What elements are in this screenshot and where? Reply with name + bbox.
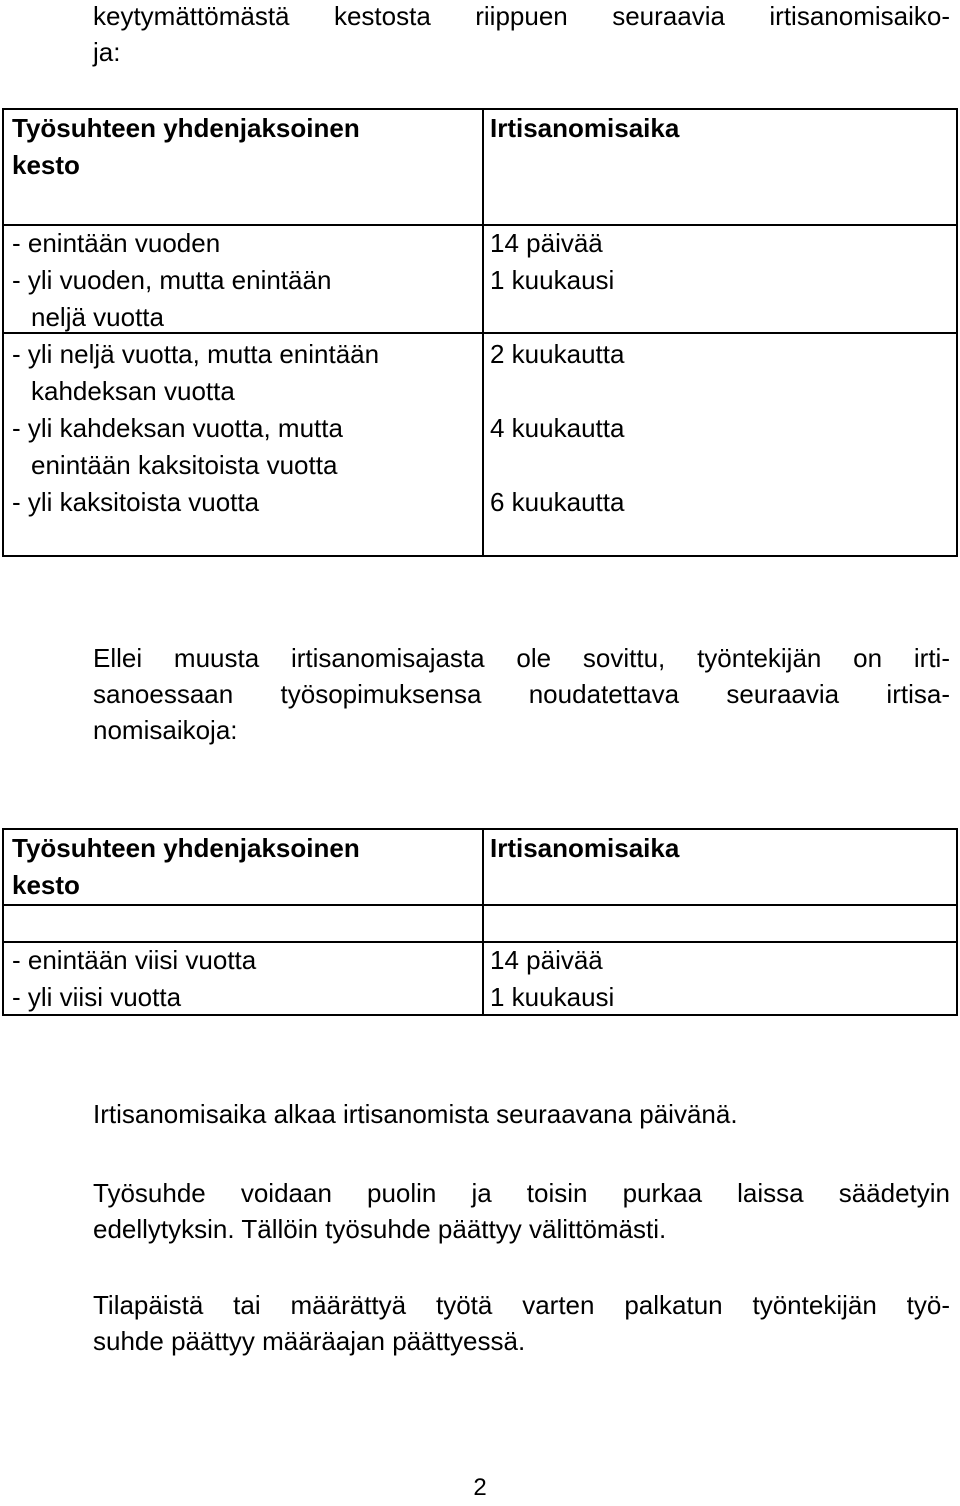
- notice-start-paragraph: [93, 1096, 950, 1132]
- termination-line-1: Työsuhde voidaan puolin ja toisin purkaa laissa säädetyin: [93, 1178, 950, 1208]
- temporary-line-1: Tilapäistä tai määrättyä työtä varten palkatun työntekijän työ-: [93, 1290, 950, 1320]
- table2-row-2-duration: - yli viisi vuotta: [12, 982, 182, 1012]
- table2-row-1-duration: - enintään viisi vuotta: [12, 945, 257, 975]
- table1-row-4-notice: 4 kuukautta: [490, 413, 625, 443]
- table2-header-duration: Työsuhteen yhdenjaksoinen kesto: [12, 833, 360, 900]
- intro-line-1: keytymättömästä kestosta riippuen seuraavia irtisanomisaiko-: [93, 1, 950, 31]
- table1-row-2-notice: 1 kuukausi: [490, 265, 615, 295]
- page-number: 2: [473, 1474, 487, 1501]
- table2-header-divider: [4, 904, 956, 906]
- employee-notice-paragraph: [93, 640, 950, 748]
- table1-row-2-duration: - yli vuoden, mutta enintään neljä vuotta: [12, 265, 332, 332]
- termination-line-2: edellytyksin. Tällöin työsuhde päättyy välittömästi.: [93, 1214, 667, 1244]
- employee-notice-line-3: nomisaikoja:: [93, 715, 238, 745]
- notice-period-table-employee: [2, 828, 958, 1016]
- intro-line-2: ja:: [93, 37, 121, 67]
- table2-header-notice: Irtisanomisaika: [490, 833, 680, 863]
- temporary-line-2: suhde päättyy määräajan päättyessä.: [93, 1326, 526, 1356]
- table1-row-3-notice: 2 kuukautta: [490, 339, 625, 369]
- intro-paragraph: [93, 0, 950, 70]
- table1-header-notice: Irtisanomisaika: [490, 113, 680, 143]
- termination-paragraph: [93, 1175, 950, 1247]
- notice-period-table-employer: [2, 108, 958, 557]
- employee-notice-line-1: Ellei muusta irtisanomisajasta ole sovittu, työntekijän on irti-: [93, 643, 950, 673]
- table1-row-1-duration: - enintään vuoden: [12, 228, 221, 258]
- table2-column-divider: [482, 830, 484, 1014]
- table1-row-4-duration: - yli kahdeksan vuotta, mutta enintään kaksitoista vuotta: [12, 413, 343, 480]
- table1-row-5-duration: - yli kaksitoista vuotta: [12, 487, 260, 517]
- temporary-employment-paragraph: [93, 1287, 950, 1359]
- table1-row-1-notice: 14 päivää: [490, 228, 603, 258]
- table1-row-5-notice: 6 kuukautta: [490, 487, 625, 517]
- table2-row-2-notice: 1 kuukausi: [490, 982, 615, 1012]
- table1-row-3-duration: - yli neljä vuotta, mutta enintään kahdeksan vuotta: [12, 339, 380, 406]
- table2-row-1-notice: 14 päivää: [490, 945, 603, 975]
- table1-header-duration: Työsuhteen yhdenjaksoinen kesto: [12, 113, 360, 180]
- employee-notice-line-2: sanoessaan työsopimuksensa noudatettava seuraavia irtisa-: [93, 679, 950, 709]
- notice-start-line-1: Irtisanomisaika alkaa irtisanomista seuraavana päivänä.: [93, 1099, 738, 1129]
